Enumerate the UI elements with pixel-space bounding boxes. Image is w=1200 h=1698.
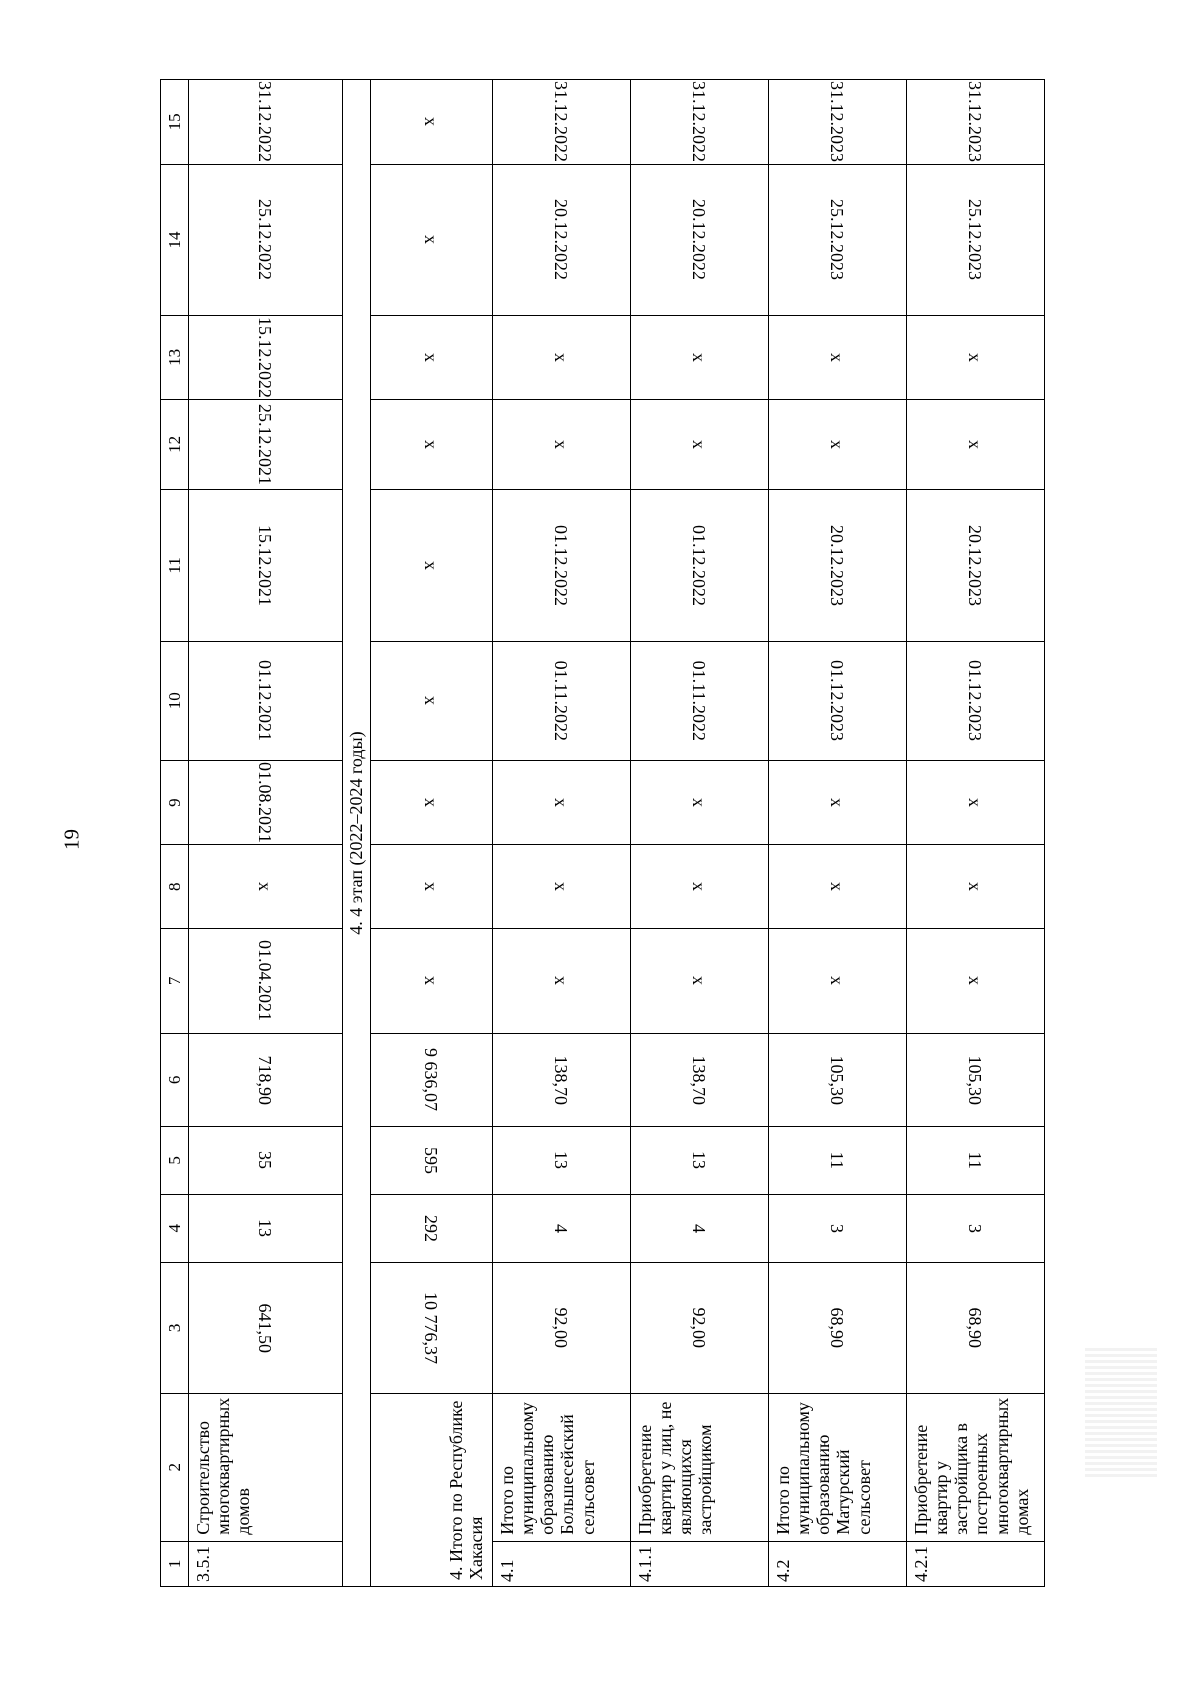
- cell-col11: 01.12.2022: [631, 490, 769, 641]
- table-row: [907, 80, 1045, 1587]
- table-row: [189, 80, 343, 1587]
- cell-col5: 11: [907, 1126, 1045, 1194]
- header-cell: 11: [161, 490, 189, 641]
- cell-col12: х: [769, 399, 907, 490]
- header-cell: 15: [161, 80, 189, 165]
- cell-col14: 25.12.2023: [907, 164, 1045, 315]
- cell-col4: 4: [493, 1194, 631, 1262]
- header-cell: 6: [161, 1033, 189, 1126]
- cell-col4: 13: [189, 1194, 343, 1262]
- cell-col14: х: [371, 164, 493, 315]
- header-cell: 4: [161, 1194, 189, 1262]
- cell-col3: 92,00: [493, 1262, 631, 1393]
- row-code: 4.2: [769, 1541, 907, 1586]
- cell-col15: 31.12.2023: [907, 80, 1045, 165]
- row-name: Строительство многоквартирных домов: [189, 1393, 343, 1541]
- cell-col7: х: [907, 928, 1045, 1033]
- cell-col8: х: [769, 845, 907, 928]
- cell-col10: х: [371, 641, 493, 760]
- cell-col6: 138,70: [493, 1033, 631, 1126]
- cell-col3: 10 776,37: [371, 1262, 493, 1393]
- cell-col15: 31.12.2022: [631, 80, 769, 165]
- table-row: [631, 80, 769, 1587]
- cell-col7: х: [371, 928, 493, 1033]
- row-name: Приобретение квартир у лиц, не являющихся застройщиком: [631, 1393, 769, 1541]
- cell-col11: 20.12.2023: [769, 490, 907, 641]
- cell-col6: 718,90: [189, 1033, 343, 1126]
- cell-col9: х: [371, 760, 493, 845]
- cell-col10: 01.11.2022: [631, 641, 769, 760]
- rotated-table-wrapper: [160, 79, 1032, 1587]
- cell-col9: х: [631, 760, 769, 845]
- cell-col13: х: [907, 316, 1045, 399]
- cell-col4: 3: [769, 1194, 907, 1262]
- cell-col3: 68,90: [907, 1262, 1045, 1393]
- cell-col10: 01.11.2022: [493, 641, 631, 760]
- cell-col5: 11: [769, 1126, 907, 1194]
- cell-col4: 3: [907, 1194, 1045, 1262]
- cell-col12: х: [631, 399, 769, 490]
- header-cell: 13: [161, 316, 189, 399]
- cell-col7: х: [769, 928, 907, 1033]
- cell-col13: х: [631, 316, 769, 399]
- cell-col9: 01.08.2021: [189, 760, 343, 845]
- cell-col10: 01.12.2023: [907, 641, 1045, 760]
- cell-col12: х: [493, 399, 631, 490]
- cell-col8: х: [371, 845, 493, 928]
- cell-col3: 641,50: [189, 1262, 343, 1393]
- header-cell: 8: [161, 845, 189, 928]
- header-cell: 14: [161, 164, 189, 315]
- cell-col4: 292: [371, 1194, 493, 1262]
- table-row: [769, 80, 907, 1587]
- cell-col14: 20.12.2022: [493, 164, 631, 315]
- cell-col6: 105,30: [907, 1033, 1045, 1126]
- cell-col14: 25.12.2022: [189, 164, 343, 315]
- total-row: [371, 80, 493, 1587]
- cell-col10: 01.12.2023: [769, 641, 907, 760]
- cell-col7: 01.04.2021: [189, 928, 343, 1033]
- scan-artifact: [1085, 1345, 1157, 1477]
- cell-col15: 31.12.2023: [769, 80, 907, 165]
- stage-row: [343, 80, 371, 1587]
- header-cell: 3: [161, 1262, 189, 1393]
- cell-col5: 13: [493, 1126, 631, 1194]
- row-code: 4.2.1: [907, 1541, 1045, 1586]
- header-cell: 10: [161, 641, 189, 760]
- cell-col6: 105,30: [769, 1033, 907, 1126]
- cell-col8: х: [189, 845, 343, 928]
- cell-col11: х: [371, 490, 493, 641]
- cell-col9: х: [907, 760, 1045, 845]
- cell-col12: х: [907, 399, 1045, 490]
- cell-col15: 31.12.2022: [493, 80, 631, 165]
- row-code: 4.1.1: [631, 1541, 769, 1586]
- header-cell: 9: [161, 760, 189, 845]
- cell-col11: 20.12.2023: [907, 490, 1045, 641]
- cell-col3: 92,00: [631, 1262, 769, 1393]
- cell-col13: х: [769, 316, 907, 399]
- header-cell: 5: [161, 1126, 189, 1194]
- row-name: Приобретение квартир у застройщика в построенных многоквартирных домах: [907, 1393, 1045, 1541]
- table-row: [493, 80, 631, 1587]
- program-table: [160, 79, 1045, 1587]
- cell-col6: 9 636,07: [371, 1033, 493, 1126]
- row-name: Итого по муниципальному образованию Матурский сельсовет: [769, 1393, 907, 1541]
- cell-col11: 15.12.2021: [189, 490, 343, 641]
- cell-col12: 25.12.2021: [189, 399, 343, 490]
- total-name: 4. Итого по Республике Хакасия: [371, 1393, 493, 1586]
- header-cell: 7: [161, 928, 189, 1033]
- cell-col13: х: [493, 316, 631, 399]
- cell-col5: 595: [371, 1126, 493, 1194]
- header-cell: 1: [161, 1541, 189, 1586]
- cell-col13: х: [371, 316, 493, 399]
- page-number: 19: [59, 829, 84, 850]
- cell-col5: 35: [189, 1126, 343, 1194]
- row-code: 4.1: [493, 1541, 631, 1586]
- stage-title: 4. 4 этап (2022–2024 годы): [343, 80, 371, 1587]
- cell-col8: х: [907, 845, 1045, 928]
- row-name: Итого по муниципальному образованию Большесейский сельсовет: [493, 1393, 631, 1541]
- cell-col12: х: [371, 399, 493, 490]
- header-cell: 2: [161, 1393, 189, 1541]
- cell-col9: х: [769, 760, 907, 845]
- cell-col4: 4: [631, 1194, 769, 1262]
- cell-col6: 138,70: [631, 1033, 769, 1126]
- cell-col3: 68,90: [769, 1262, 907, 1393]
- cell-col13: 15.12.2022: [189, 316, 343, 399]
- header-row: [161, 80, 189, 1587]
- cell-col9: х: [493, 760, 631, 845]
- cell-col15: 31.12.2022: [189, 80, 343, 165]
- cell-col8: х: [631, 845, 769, 928]
- cell-col7: х: [631, 928, 769, 1033]
- cell-col5: 13: [631, 1126, 769, 1194]
- cell-col10: 01.12.2021: [189, 641, 343, 760]
- cell-col7: х: [493, 928, 631, 1033]
- cell-col14: 25.12.2023: [769, 164, 907, 315]
- cell-col11: 01.12.2022: [493, 490, 631, 641]
- cell-col14: 20.12.2022: [631, 164, 769, 315]
- cell-col15: х: [371, 80, 493, 165]
- row-code: 3.5.1: [189, 1541, 343, 1586]
- cell-col8: х: [493, 845, 631, 928]
- header-cell: 12: [161, 399, 189, 490]
